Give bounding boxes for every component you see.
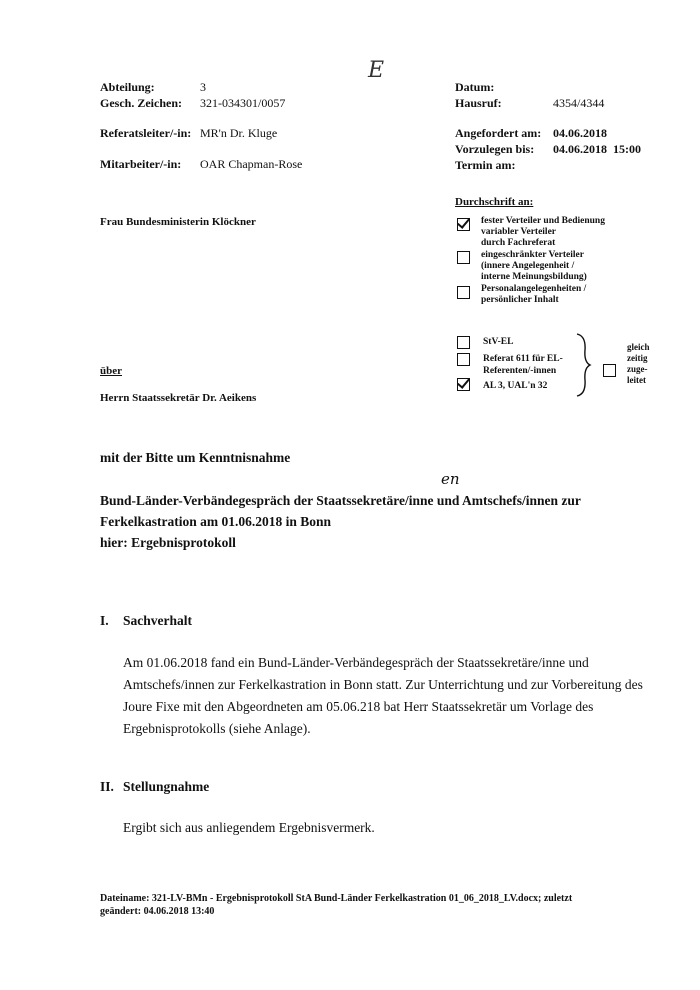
subject-line: Bund-Länder-Verbändegespräch der Staatssekretäre/inne und Amtschefs/innen zur — [100, 493, 581, 508]
option-line: (innere Angelegenheit / — [481, 261, 575, 271]
handwritten-insert: en — [441, 470, 460, 488]
subject-line: hier: Ergebnisprotokoll — [100, 535, 236, 550]
mitarbeiter-value: OAR Chapman-Rose — [200, 157, 303, 171]
vorzulegen-label: Vorzulegen bis: — [455, 142, 535, 156]
gleichzeitig-line: zuge- — [627, 364, 648, 374]
checkbox-unchecked[interactable] — [457, 353, 470, 366]
gleichzeitig-line: leitet — [627, 375, 646, 385]
footer-filename: Dateiname: 321-LV-BMn - Ergebnisprotokoll StA Bund-Länder Ferkelkastration 01_06_2018_LV.docx; zuletzt — [100, 893, 573, 904]
option-line: fester Verteiler und Bedienung — [481, 216, 605, 226]
referatsleiter-label: Referatsleiter/-in: — [100, 126, 192, 140]
checkbox-unchecked[interactable] — [457, 336, 470, 349]
hausruf-label: Hausruf: — [455, 96, 502, 110]
option-line: eingeschränkter Verteiler — [481, 250, 584, 260]
option-line: durch Fachreferat — [481, 238, 556, 248]
mitarbeiter-label: Mitarbeiter/-in: — [100, 157, 182, 171]
checkbox-unchecked[interactable] — [457, 286, 470, 299]
section-title: Sachverhalt — [123, 613, 192, 628]
vorzulegen-value: 04.06.2018 15:00 — [553, 142, 641, 156]
option-line: interne Meinungsbildung) — [481, 272, 587, 282]
zeichen-value: 321-034301/0057 — [200, 96, 286, 110]
option-line: persönlicher Inhalt — [481, 295, 559, 305]
section-number: II. — [100, 779, 114, 794]
ueber-person: Herrn Staatssekretär Dr. Aeikens — [100, 392, 257, 404]
option-line: Referat 611 für EL- — [483, 354, 563, 364]
option-line: Referenten/-innen — [483, 366, 557, 376]
section-title: Stellungnahme — [123, 779, 210, 794]
abteilung-label: Abteilung: — [100, 80, 155, 94]
durchschrift-label: Durchschrift an: — [455, 196, 534, 208]
request-line: mit der Bitte um Kenntnisnahme — [100, 450, 291, 465]
ueber-label: über — [100, 365, 122, 377]
footer-modified: geändert: 04.06.2018 13:40 — [100, 906, 215, 917]
recipient: Frau Bundesministerin Klöckner — [100, 216, 256, 228]
option-line: AL 3, UAL'n 32 — [483, 381, 548, 391]
termin-label: Termin am: — [455, 158, 516, 172]
gleichzeitig-checkbox[interactable] — [603, 364, 616, 377]
angefordert-label: Angefordert am: — [455, 126, 542, 140]
gleichzeitig-line: zeitig — [627, 353, 648, 363]
option-line: Personalangelegenheiten / — [481, 284, 587, 294]
handwritten-mark: E — [368, 58, 385, 83]
zeichen-label: Gesch. Zeichen: — [100, 96, 182, 110]
section-body: Ergibt sich aus anliegendem Ergebnisvermerk. — [123, 820, 375, 835]
datum-label: Datum: — [455, 80, 495, 94]
angefordert-value: 04.06.2018 — [553, 126, 607, 140]
hausruf-value: 4354/4344 — [553, 96, 605, 110]
section-number: I. — [100, 613, 109, 628]
option-line: variabler Verteiler — [481, 227, 557, 237]
option-line: StV-EL — [483, 337, 514, 347]
gleichzeitig-line: gleich — [627, 342, 650, 352]
checkbox-checked[interactable] — [457, 378, 470, 391]
subject-line: Ferkelkastration am 01.06.2018 in Bonn — [100, 514, 332, 529]
abteilung-value: 3 — [200, 80, 206, 94]
section-body: Am 01.06.2018 fand ein Bund-Länder-Verbändegespräch der Staatssekretäre/inne und Amtschefs/innen zur Ferkelkastration in Bonn statt. Zur Unterrichtung und zur Vorbereitung des Joure Fixe mit den Abgeordneten am 05.06.218 bat Herr Staatssekretär um Vorlage des Ergebnisprotokolls (siehe Anlage). — [123, 655, 643, 736]
checkbox-unchecked[interactable] — [457, 251, 470, 264]
brace-icon — [574, 332, 592, 398]
checkbox-checked[interactable] — [457, 218, 470, 231]
referatsleiter-value: MR'n Dr. Kluge — [200, 126, 278, 140]
